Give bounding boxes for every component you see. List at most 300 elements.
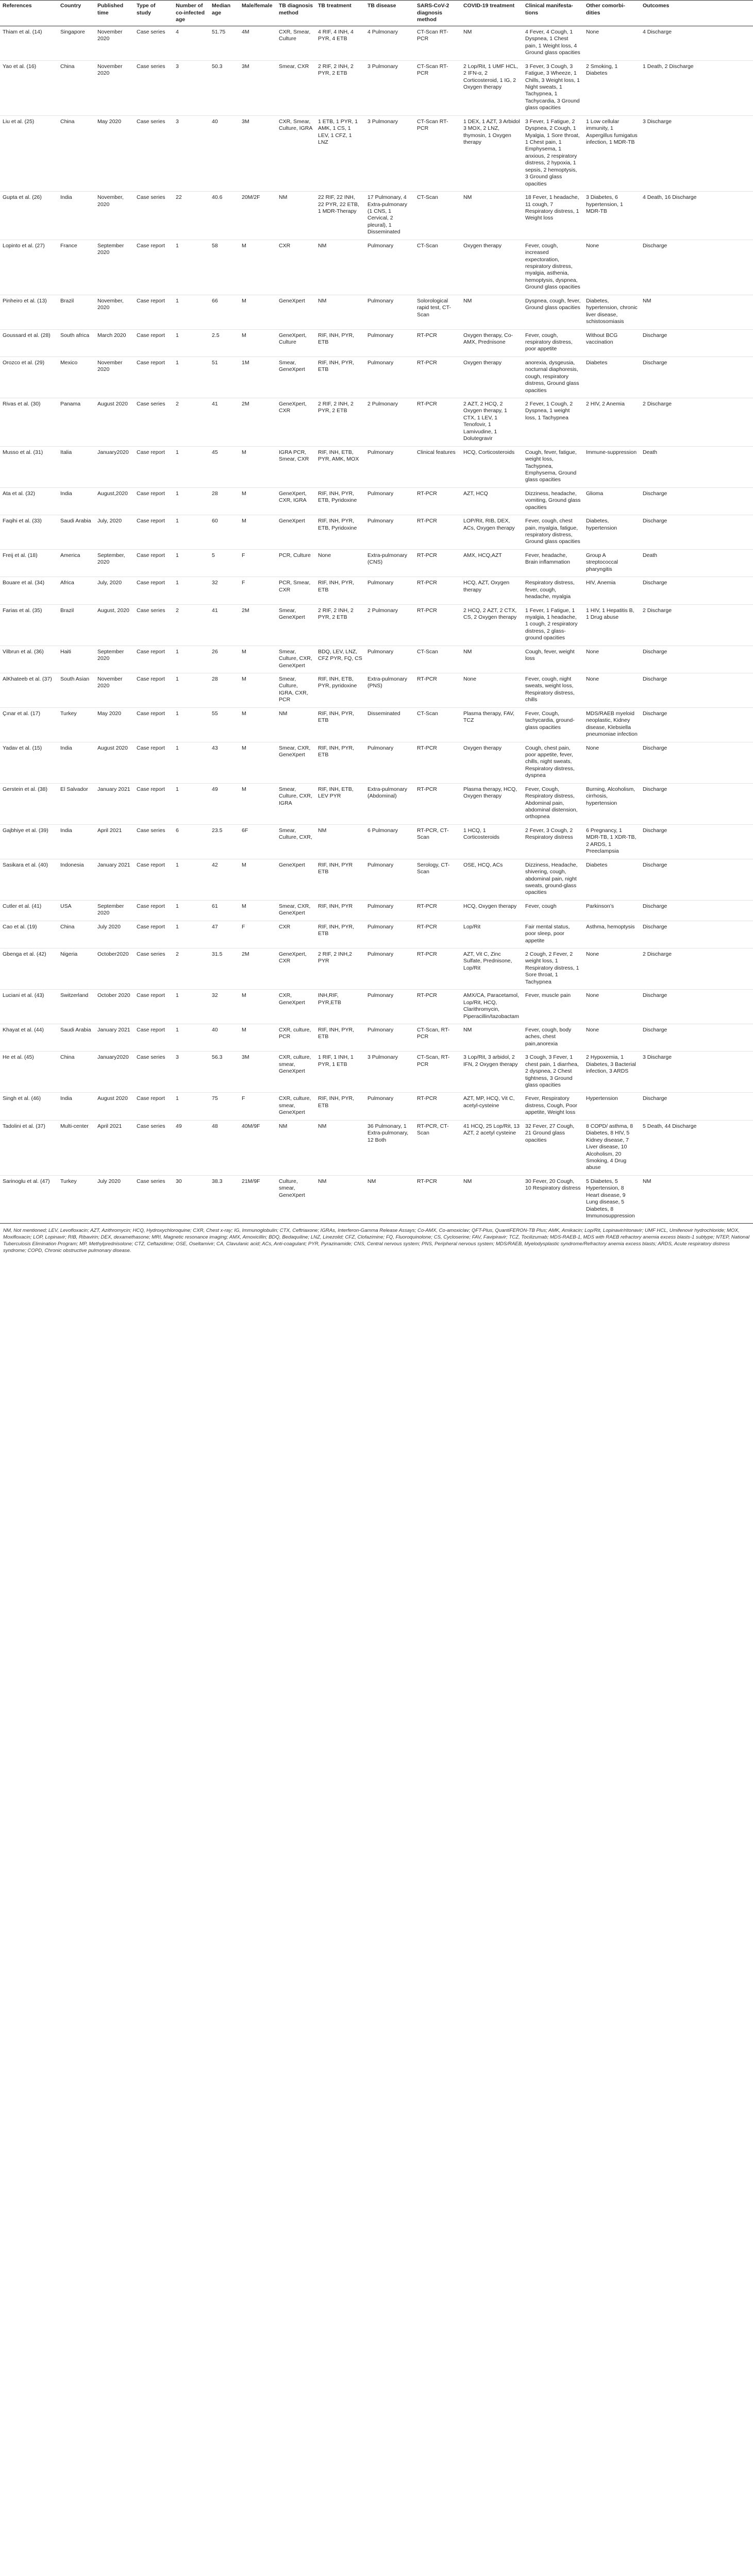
table-row: [0, 446, 753, 487]
cell-comorbidities: None: [583, 1024, 640, 1051]
table-row: [0, 824, 753, 859]
cell-country: China: [58, 921, 95, 948]
cell-male-female: 2M: [239, 398, 276, 447]
header-type-of-study: Type of study: [134, 1, 173, 26]
header-row: [0, 1, 753, 26]
cell-covid-diagnosis: Serology, CT-Scan: [414, 859, 461, 900]
cell-published-time: May 2020: [95, 115, 134, 191]
cell-country: Switzerland: [58, 990, 95, 1024]
cell-reference: Tadolini et al. (37): [0, 1120, 58, 1175]
cell-male-female: M: [239, 990, 276, 1024]
cell-outcome: Discharge: [640, 783, 753, 824]
cell-country: Indonesia: [58, 859, 95, 900]
cell-covid-diagnosis: Solorological rapid test, CT-Scan: [414, 295, 461, 329]
cell-study-type: Case report: [134, 329, 173, 357]
cell-clinical-manifestations: Dizziness, headache, vomiting, Ground glass opacities: [523, 487, 583, 515]
cell-number-co-infected: 30: [173, 1175, 209, 1224]
cell-tb-disease: Pulmonary: [365, 295, 414, 329]
header-sars-cov2-diagnosis: SARS-CoV-2 diagnosis method: [414, 1, 461, 26]
cell-median-age: 23.5: [209, 824, 239, 859]
cell-tb-diagnosis: GeneXpert, Culture: [276, 329, 315, 357]
cell-covid-diagnosis: CT-Scan RT-PCR: [414, 60, 461, 115]
cell-covid-treatment: NM: [461, 26, 523, 60]
cell-tb-disease: Pulmonary: [365, 329, 414, 357]
cell-tb-diagnosis: CXR, culture, smear, GeneXpert: [276, 1052, 315, 1093]
cell-clinical-manifestations: Fever, cough, respiratory distress, poor appetite: [523, 329, 583, 357]
cell-outcome: 5 Death, 44 Discharge: [640, 1120, 753, 1175]
cell-tb-diagnosis: Smear, GeneXpert: [276, 357, 315, 398]
cell-outcome: Discharge: [640, 515, 753, 550]
cell-reference: Lopinto et al. (27): [0, 240, 58, 295]
cell-median-age: 32: [209, 577, 239, 604]
cell-published-time: March 2020: [95, 329, 134, 357]
cell-median-age: 43: [209, 742, 239, 783]
cell-clinical-manifestations: Cough, chest pain, poor appetite, fever, chills, night sweats, Respiratory distress, dyspnea: [523, 742, 583, 783]
cell-number-co-infected: 3: [173, 1052, 209, 1093]
cell-covid-diagnosis: RT-PCR: [414, 990, 461, 1024]
cell-covid-diagnosis: CT-Scan: [414, 707, 461, 742]
cell-tb-disease: 2 Pulmonary: [365, 398, 414, 447]
cell-covid-diagnosis: RT-PCR: [414, 1093, 461, 1120]
cell-country: Brazil: [58, 295, 95, 329]
table-row: [0, 1093, 753, 1120]
cell-comorbidities: 2 Smoking, 1 Diabetes: [583, 60, 640, 115]
cell-tb-treatment: 1 RIF, 1 INH, 1 PYR, 1 ETB: [315, 1052, 365, 1093]
cell-tb-disease: Disseminated: [365, 707, 414, 742]
cell-tb-treatment: RIF, INH, PYR, ETB, Pyridoxine: [315, 515, 365, 550]
cell-country: Turkey: [58, 1175, 95, 1224]
table-row: [0, 240, 753, 295]
table-row: [0, 357, 753, 398]
cell-clinical-manifestations: Fever, cough, chest pain, myalgia, fatigue, respiratory distress, Ground glass opacities: [523, 515, 583, 550]
cell-reference: Cao et al. (19): [0, 921, 58, 948]
cell-number-co-infected: 1: [173, 1024, 209, 1051]
cell-median-age: 61: [209, 900, 239, 921]
cell-outcome: 2 Discharge: [640, 604, 753, 646]
cell-country: India: [58, 742, 95, 783]
cell-number-co-infected: 1: [173, 515, 209, 550]
cell-clinical-manifestations: 2 Cough, 2 Fever, 2 weight loss, 1 Respiratory distress, 1 Sore throat, 1 Tachypnea: [523, 948, 583, 990]
cell-country: Italia: [58, 446, 95, 487]
table-row: [0, 948, 753, 990]
cell-comorbidities: None: [583, 646, 640, 673]
cell-number-co-infected: 1: [173, 742, 209, 783]
cell-country: Mexico: [58, 357, 95, 398]
cell-median-age: 40.6: [209, 192, 239, 240]
cell-study-type: Case series: [134, 824, 173, 859]
cell-median-age: 42: [209, 859, 239, 900]
table-container: [0, 0, 753, 1260]
cell-clinical-manifestations: Cough, fever, fatigue, weight loss, Tachypnea, Emphysema, Ground glass opacities: [523, 446, 583, 487]
cell-number-co-infected: 1: [173, 921, 209, 948]
cell-tb-treatment: NM: [315, 824, 365, 859]
cell-clinical-manifestations: Fever, headache, Brain inflammation: [523, 549, 583, 577]
cell-tb-treatment: NM: [315, 1175, 365, 1224]
cell-comorbidities: None: [583, 240, 640, 295]
cell-reference: Freij et al. (18): [0, 549, 58, 577]
cell-number-co-infected: 6: [173, 824, 209, 859]
cell-covid-diagnosis: RT-PCR: [414, 487, 461, 515]
cell-covid-treatment: 1 DEX, 1 AZT, 3 Arbidol 3 MOX, 2 LNZ, thymosin, 1 Oxygen therapy: [461, 115, 523, 191]
cell-covid-diagnosis: RT-PCR: [414, 577, 461, 604]
cell-reference: He et al. (45): [0, 1052, 58, 1093]
cell-clinical-manifestations: 2 Fever, 3 Cough, 2 Respiratory distress: [523, 824, 583, 859]
cell-study-type: Case report: [134, 990, 173, 1024]
cell-country: Singapore: [58, 26, 95, 60]
cell-male-female: 3M: [239, 1052, 276, 1093]
cell-reference: Gupta et al. (26): [0, 192, 58, 240]
cell-covid-treatment: AMX, HCQ,AZT: [461, 549, 523, 577]
cell-study-type: Case series: [134, 115, 173, 191]
cell-country: China: [58, 115, 95, 191]
cell-tb-treatment: RIF, INH, PYR, ETB: [315, 1024, 365, 1051]
cell-published-time: September, 2020: [95, 549, 134, 577]
cell-tb-diagnosis: CXR, GeneXpert: [276, 990, 315, 1024]
cell-tb-treatment: RIF, INH, PYR, ETB, Pyridoxine: [315, 487, 365, 515]
table-row: [0, 990, 753, 1024]
cell-tb-disease: Pulmonary: [365, 1093, 414, 1120]
cell-published-time: July, 2020: [95, 577, 134, 604]
cell-study-type: Case report: [134, 515, 173, 550]
cell-outcome: Discharge: [640, 646, 753, 673]
cell-male-female: F: [239, 921, 276, 948]
cell-tb-treatment: RIF, INH, PYR, ETB: [315, 577, 365, 604]
cell-median-age: 38.3: [209, 1175, 239, 1224]
cell-covid-diagnosis: RT-PCR: [414, 673, 461, 708]
cell-outcome: Discharge: [640, 742, 753, 783]
cell-comorbidities: None: [583, 990, 640, 1024]
table-row: [0, 577, 753, 604]
cell-tb-treatment: RIF, INH, PYR: [315, 900, 365, 921]
cell-covid-treatment: Plasma therapy, HCQ, Oxygen therapy: [461, 783, 523, 824]
cell-published-time: November 2020: [95, 673, 134, 708]
cell-reference: Liu et al. (25): [0, 115, 58, 191]
table-row: [0, 673, 753, 708]
cell-outcome: Discharge: [640, 240, 753, 295]
cell-tb-diagnosis: CXR: [276, 921, 315, 948]
cell-comorbidities: 2 HIV, 2 Anemia: [583, 398, 640, 447]
cell-tb-treatment: BDQ, LEV, LNZ, CFZ PYR, FQ, CS: [315, 646, 365, 673]
cell-tb-diagnosis: CXR: [276, 240, 315, 295]
cell-published-time: July 2020: [95, 921, 134, 948]
table-row: [0, 515, 753, 550]
cell-study-type: Case report: [134, 549, 173, 577]
header-country: Country: [58, 1, 95, 26]
header-clinical-manifestations: Clinical manifesta-tions: [523, 1, 583, 26]
cell-reference: Gbenga et al. (42): [0, 948, 58, 990]
cell-comorbidities: None: [583, 742, 640, 783]
cell-outcome: Discharge: [640, 1093, 753, 1120]
cell-published-time: April 2021: [95, 824, 134, 859]
cell-outcome: NM: [640, 295, 753, 329]
cell-number-co-infected: 1: [173, 1093, 209, 1120]
cell-male-female: 2M: [239, 948, 276, 990]
cell-clinical-manifestations: 3 Fever, 3 Cough, 3 Fatigue, 3 Wheeze, 1 Chills, 3 Weight loss, 1 Night sweats, 1 Tachypnea, 1 Tachycardia, 3 Ground glass opacities: [523, 60, 583, 115]
cell-covid-diagnosis: RT-PCR: [414, 549, 461, 577]
cell-covid-treatment: OSE, HCQ, ACs: [461, 859, 523, 900]
cell-comorbidities: Immune-suppression: [583, 446, 640, 487]
cell-study-type: Case report: [134, 240, 173, 295]
cell-number-co-infected: 1: [173, 446, 209, 487]
cell-study-type: Case series: [134, 1052, 173, 1093]
cell-male-female: F: [239, 549, 276, 577]
cell-outcome: Discharge: [640, 921, 753, 948]
cell-male-female: F: [239, 577, 276, 604]
cell-outcome: Discharge: [640, 357, 753, 398]
cell-covid-diagnosis: RT-PCR: [414, 783, 461, 824]
cell-tb-treatment: RIF, INH, PYR, ETB: [315, 329, 365, 357]
cell-covid-treatment: Lop/Rit: [461, 921, 523, 948]
cell-reference: Farias et al. (35): [0, 604, 58, 646]
cell-tb-treatment: 2 RIF, 2 INH, 2 PYR, 2 ETB: [315, 398, 365, 447]
cell-covid-treatment: 2 HCQ, 2 AZT, 2 CTX, CS, 2 Oxygen therapy: [461, 604, 523, 646]
cell-tb-diagnosis: GeneXpert: [276, 295, 315, 329]
cell-covid-treatment: 2 AZT, 2 HCQ, 2 Oxygen therapy, 1 CTX, 1 LEV, 1 Tenofovir, 1 Lamivudine, 1 Dolutegravir: [461, 398, 523, 447]
cell-published-time: July, 2020: [95, 515, 134, 550]
cell-tb-treatment: None: [315, 549, 365, 577]
cell-number-co-infected: 1: [173, 240, 209, 295]
cell-outcome: Discharge: [640, 990, 753, 1024]
cell-study-type: Case series: [134, 26, 173, 60]
cell-covid-treatment: Oxygen therapy: [461, 357, 523, 398]
cell-country: South africa: [58, 329, 95, 357]
cell-comorbidities: 1 HIV, 1 Hepatitis B, 1 Drug abuse: [583, 604, 640, 646]
cell-tb-treatment: RIF, INH, PYR ETB: [315, 859, 365, 900]
cell-male-female: M: [239, 783, 276, 824]
cell-country: Nigeria: [58, 948, 95, 990]
cell-reference: Luciani et al. (43): [0, 990, 58, 1024]
header-covid-treatment: COVID-19 treatment: [461, 1, 523, 26]
cell-country: India: [58, 824, 95, 859]
cell-covid-diagnosis: RT-PCR: [414, 604, 461, 646]
cell-covid-treatment: Oxygen therapy: [461, 240, 523, 295]
cell-tb-disease: Pulmonary: [365, 357, 414, 398]
cell-tb-disease: 2 Pulmonary: [365, 604, 414, 646]
cell-study-type: Case report: [134, 295, 173, 329]
cell-country: Africa: [58, 577, 95, 604]
cell-published-time: August 2020: [95, 398, 134, 447]
cell-comorbidities: 6 Pregnancy, 1 MDR-TB, 1 XDR-TB, 2 ARDS, 1 Preeclampsia: [583, 824, 640, 859]
cell-male-female: 3M: [239, 115, 276, 191]
cell-male-female: 2M: [239, 604, 276, 646]
cell-study-type: Case report: [134, 646, 173, 673]
cell-outcome: 3 Discharge: [640, 1052, 753, 1093]
cell-study-type: Case report: [134, 577, 173, 604]
cell-covid-diagnosis: CT-Scan, RT-PCR: [414, 1024, 461, 1051]
cell-outcome: Death: [640, 549, 753, 577]
cell-comorbidities: None: [583, 673, 640, 708]
cell-clinical-manifestations: 2 Fever, 1 Cough, 2 Dyspnea, 1 weight loss, 1 Tachypnea: [523, 398, 583, 447]
cell-tb-diagnosis: CXR, culture, smear, GeneXpert: [276, 1093, 315, 1120]
cell-median-age: 75: [209, 1093, 239, 1120]
cell-covid-diagnosis: RT-PCR: [414, 329, 461, 357]
cell-tb-diagnosis: PCR, Smear, CXR: [276, 577, 315, 604]
cell-comorbidities: Asthma, hemoptysis: [583, 921, 640, 948]
cell-tb-disease: Extra-pulmonary (CNS): [365, 549, 414, 577]
cell-study-type: Case report: [134, 357, 173, 398]
cell-clinical-manifestations: Fever, muscle pain: [523, 990, 583, 1024]
cell-tb-treatment: 22 RIF, 22 INH, 22 PYR, 22 ETB, 1 MDR-Therapy: [315, 192, 365, 240]
cell-covid-diagnosis: CT-Scan, RT-PCR: [414, 1052, 461, 1093]
table-body: [0, 26, 753, 1224]
cell-number-co-infected: 1: [173, 990, 209, 1024]
cell-male-female: M: [239, 673, 276, 708]
cell-tb-treatment: NM: [315, 1120, 365, 1175]
cell-tb-treatment: NM: [315, 295, 365, 329]
header-references: References: [0, 1, 58, 26]
cell-tb-disease: 3 Pulmonary: [365, 60, 414, 115]
cell-covid-diagnosis: RT-PCR: [414, 1175, 461, 1224]
cell-country: India: [58, 192, 95, 240]
table-row: [0, 26, 753, 60]
cell-tb-disease: 3 Pulmonary: [365, 115, 414, 191]
cell-country: Turkey: [58, 707, 95, 742]
cell-covid-diagnosis: RT-PCR: [414, 900, 461, 921]
cell-median-age: 47: [209, 921, 239, 948]
cell-reference: Çınar et al. (17): [0, 707, 58, 742]
cell-covid-treatment: HCQ, Corticosteroids: [461, 446, 523, 487]
cell-median-age: 41: [209, 604, 239, 646]
table-row: [0, 900, 753, 921]
cell-covid-treatment: Oxygen therapy: [461, 742, 523, 783]
cell-reference: Pinheiro et al. (13): [0, 295, 58, 329]
cell-tb-disease: Extra-pulmonary (Abdominal): [365, 783, 414, 824]
cell-clinical-manifestations: Respiratory distress, fever, cough, headache, myalgia: [523, 577, 583, 604]
cell-clinical-manifestations: Fever, Cough, tachycardia, ground-glass opacities: [523, 707, 583, 742]
cell-median-age: 32: [209, 990, 239, 1024]
cell-comorbidities: 2 Hypoxemia, 1 Diabetes, 3 Bacterial infection, 3 ARDS: [583, 1052, 640, 1093]
cell-clinical-manifestations: Fever, Respiratory distress, Cough, Poor appetite, Weight loss: [523, 1093, 583, 1120]
cell-median-age: 40: [209, 1024, 239, 1051]
cell-median-age: 60: [209, 515, 239, 550]
cell-country: Brazil: [58, 604, 95, 646]
cell-outcome: 4 Discharge: [640, 26, 753, 60]
cell-clinical-manifestations: Fair mental status, poor sleep, poor appetite: [523, 921, 583, 948]
cell-reference: Ata et al. (32): [0, 487, 58, 515]
cell-comorbidities: MDS/RAEB myeloid neoplastic, Kidney disease, Klebsiella pneumoniae infection: [583, 707, 640, 742]
cell-covid-treatment: AZT, MP, HCQ, Vit C, acetyl-cysteine: [461, 1093, 523, 1120]
cell-comorbidities: HIV, Anemia: [583, 577, 640, 604]
cell-outcome: Discharge: [640, 329, 753, 357]
cell-covid-diagnosis: RT-PCR: [414, 921, 461, 948]
cell-number-co-infected: 3: [173, 60, 209, 115]
cell-number-co-infected: 2: [173, 604, 209, 646]
table-footnote: NM, Not mentioned; LEV, Levofloxacin; AZT, Azithromycin; HCQ, Hydroxychloroquine; CXR, Chest x-ray; IG, Immunoglobulin; CTX, Ceftriaxone; IGRAs, Interferon-Gamma Release Assays; Co-AMX, Co-amoxiclav; QFT-Plus, QuantiFERON-TB Plus; AMK, Amikacin; Lop/Rit, Lopinavir/ritonavir; UMF HCL, Umifenovir hydrochloride; MOX, Moxifloxacin; LOP, Lopinavir; RIB, Ribavirin; DEX, dexamethasone; MRI, Magnetic resonance imaging; AMX, Amoxicillin; BDQ, Bedaquiline; LNZ, Linezolid; CFZ, Clofazimine; FQ, Fluoroquinolone; CS, Cycloserine; FAV, Favipiravir; TCZ, Tocilizumab; MDS-RAEB-1, MDS with RAEB refractory anemia excess blasts-1 subtype; NTEP, National Tuberculosis Elimination Program; MP, Methylprednisolone; CTZ, Ceftazidime; OSE, Oseltamivir; CA, Clavulanic acid; ACs, Anti-coagulant; PYR, Pyrazinamide; CNS, Central nervous system; PNS, Peripheral nervous system; MDS/RAEB, Myelodysplastic syndrome/Refractory anemia excess blasts; ARDS, Acute respiratory distress syndrome; COPD, Chronic obstructive pulmonary disease.: [3, 1228, 749, 1254]
cell-study-type: Case series: [134, 948, 173, 990]
cell-study-type: Case report: [134, 859, 173, 900]
cell-tb-diagnosis: Smear, Culture, IGRA, CXR, PCR: [276, 673, 315, 708]
table-row: [0, 783, 753, 824]
cell-tb-diagnosis: CXR, culture, PCR: [276, 1024, 315, 1051]
cell-number-co-infected: 1: [173, 487, 209, 515]
cell-country: Saudi Arabia: [58, 515, 95, 550]
cell-male-female: M: [239, 742, 276, 783]
cell-clinical-manifestations: Dyspnea, cough, fever, Ground glass opacities: [523, 295, 583, 329]
cell-tb-diagnosis: Smear, Culture, CXR, IGRA: [276, 783, 315, 824]
cell-covid-diagnosis: RT-PCR: [414, 742, 461, 783]
cell-published-time: May 2020: [95, 707, 134, 742]
cell-covid-treatment: HCQ, AZT, Oxygen therapy: [461, 577, 523, 604]
cell-number-co-infected: 1: [173, 577, 209, 604]
cell-tb-treatment: RIF, INH, ETB, PYR, AMK, MOX: [315, 446, 365, 487]
table-row: [0, 1052, 753, 1093]
cell-covid-diagnosis: Clinical features: [414, 446, 461, 487]
cell-study-type: Case report: [134, 1024, 173, 1051]
cell-tb-disease: Pulmonary: [365, 742, 414, 783]
cell-tb-diagnosis: Smear, CXR: [276, 60, 315, 115]
cell-median-age: 41: [209, 398, 239, 447]
cell-median-age: 28: [209, 673, 239, 708]
cell-comorbidities: Burning, Alcoholism, cirrhosis, hypertension: [583, 783, 640, 824]
cell-study-type: Case report: [134, 783, 173, 824]
cell-study-type: Case report: [134, 1093, 173, 1120]
cell-comorbidities: 1 Low cellular immunity, 1 Aspergillus fumigatus infection, 1 MDR-TB: [583, 115, 640, 191]
cell-tb-diagnosis: Smear, Culture, CXR,: [276, 824, 315, 859]
cell-male-female: 3M: [239, 60, 276, 115]
table-row: [0, 549, 753, 577]
cell-country: Multi-center: [58, 1120, 95, 1175]
table-row: [0, 295, 753, 329]
cell-covid-diagnosis: CT-Scan RT-PCR: [414, 26, 461, 60]
cell-number-co-infected: 1: [173, 783, 209, 824]
cell-country: Saudi Arabia: [58, 1024, 95, 1051]
cell-tb-treatment: 2 RIF, 2 INH,2 PYR: [315, 948, 365, 990]
cell-tb-disease: 17 Pulmonary, 4 Extra-pulmonary (1 CNS, 1 Cervical, 2 pleural), 1 Disseminated: [365, 192, 414, 240]
cell-tb-diagnosis: CXR, Smear, Culture: [276, 26, 315, 60]
cell-male-female: 20M/2F: [239, 192, 276, 240]
cell-clinical-manifestations: 1 Fever, 1 Fatigue, 1 myalgia, 1 headache, 1 cough, 2 respiratory distress, 2 glass-ground opacities: [523, 604, 583, 646]
header-male-female: Male/female: [239, 1, 276, 26]
cell-male-female: M: [239, 487, 276, 515]
cell-reference: Bouare et al. (34): [0, 577, 58, 604]
cell-median-age: 31.5: [209, 948, 239, 990]
table-row: [0, 646, 753, 673]
cell-number-co-infected: 1: [173, 646, 209, 673]
cell-male-female: M: [239, 329, 276, 357]
cell-published-time: September 2020: [95, 900, 134, 921]
cell-median-age: 45: [209, 446, 239, 487]
cell-comorbidities: Diabetes, hypertension: [583, 515, 640, 550]
cell-tb-treatment: RIF, INH, PYR, ETB: [315, 1093, 365, 1120]
cell-covid-diagnosis: RT-PCR: [414, 515, 461, 550]
cell-male-female: M: [239, 446, 276, 487]
cell-published-time: January 2021: [95, 1024, 134, 1051]
cell-clinical-manifestations: 3 Cough, 3 Fever, 1 chest pain, 1 diarrhea, 2 dyspnea, 2 Chest tightness, 3 Ground glass opacities: [523, 1052, 583, 1093]
cell-covid-treatment: None: [461, 673, 523, 708]
cell-tb-treatment: RIF, INH, PYR, ETB: [315, 742, 365, 783]
cell-number-co-infected: 1: [173, 707, 209, 742]
cell-reference: Thiam et al. (14): [0, 26, 58, 60]
cell-covid-treatment: NM: [461, 1024, 523, 1051]
cell-tb-diagnosis: GeneXpert: [276, 859, 315, 900]
cell-male-female: F: [239, 1093, 276, 1120]
cell-study-type: Case report: [134, 900, 173, 921]
cell-male-female: M: [239, 707, 276, 742]
cell-reference: Vilbrun et al. (36): [0, 646, 58, 673]
cell-number-co-infected: 1: [173, 859, 209, 900]
cell-published-time: August 2020: [95, 742, 134, 783]
cell-published-time: August, 2020: [95, 604, 134, 646]
cell-reference: Musso et al. (31): [0, 446, 58, 487]
cell-number-co-infected: 2: [173, 398, 209, 447]
cell-tb-diagnosis: Culture, smear, GeneXpert: [276, 1175, 315, 1224]
studies-table: [0, 0, 753, 1224]
cell-covid-treatment: 1 HCQ, 1 Corticosteroids: [461, 824, 523, 859]
cell-outcome: 3 Discharge: [640, 115, 753, 191]
cell-published-time: July 2020: [95, 1175, 134, 1224]
cell-comorbidities: 8 COPD/ asthma, 8 Diabetes, 8 HIV, 5 Kidney disease, 7 Liver disease, 10 Alcoholism, 20 Smoking, 4 Drug abuse: [583, 1120, 640, 1175]
cell-covid-treatment: AMX/CA, Paracetamol, Lop/Rit, HCQ, Clarithromycin, Piperacillin/tazobactam: [461, 990, 523, 1024]
